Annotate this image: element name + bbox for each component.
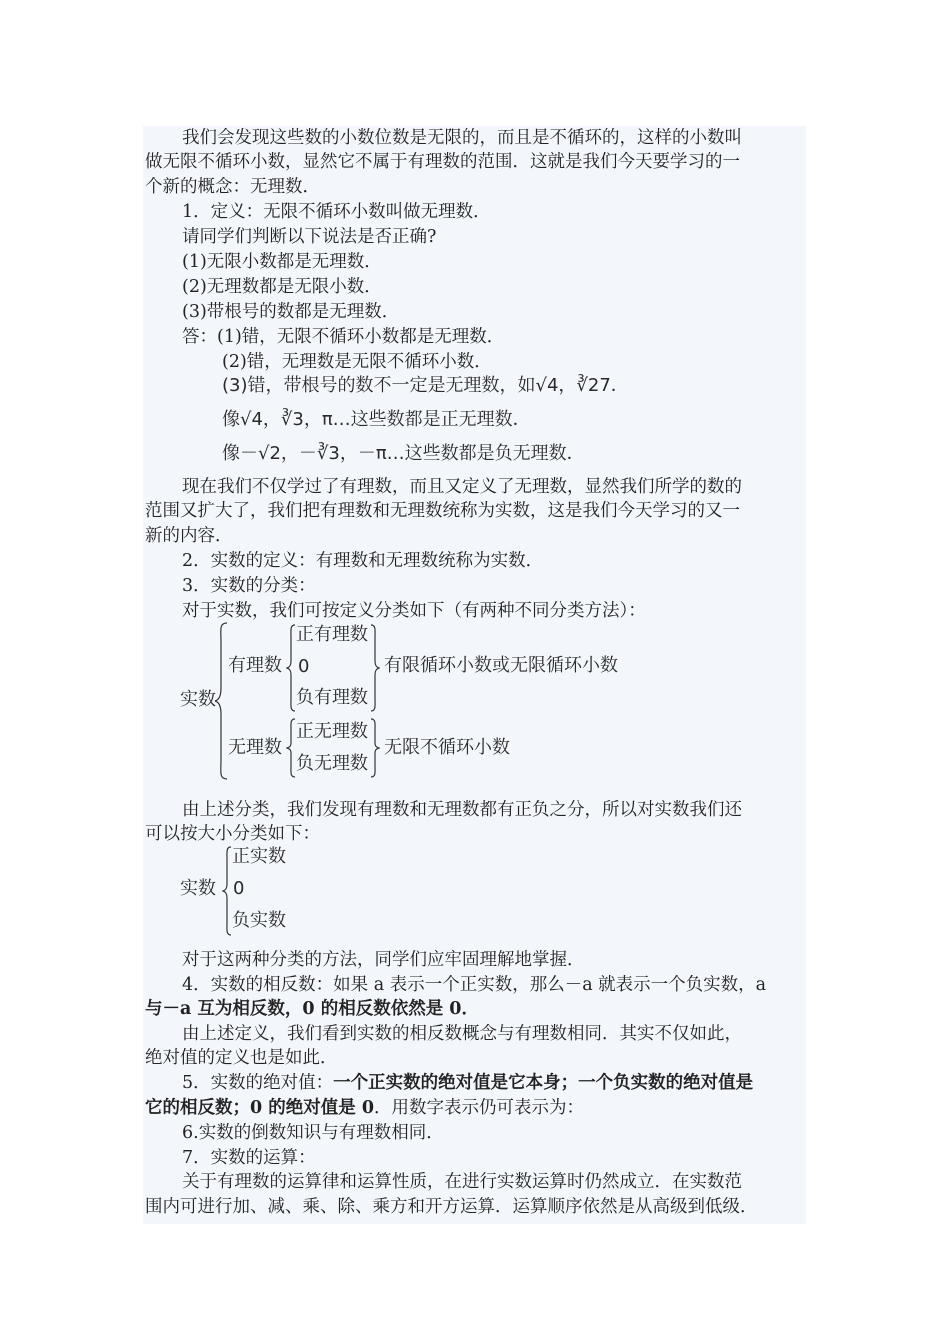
tree1-irrational-note: 无限不循环小数 <box>384 737 510 758</box>
para4-line-2: 绝对值的定义也是如此． <box>145 1048 338 1068</box>
tree1-rational-note: 有限循环小数或无限循环小数 <box>384 655 618 676</box>
answer-4: 像√4，∛3，π…这些数都是正无理数． <box>222 409 531 430</box>
definition-1: 1．定义：无限不循环小数叫做无理数． <box>182 202 491 222</box>
tree2-root: 实数 <box>180 878 216 899</box>
definition-4-line-2: 与－a 互为相反数，0 的相反数依然是 0． <box>145 999 479 1019</box>
grasp-note: 对于这两种分类的方法，同学们应牢固理解地掌握． <box>182 950 585 970</box>
definition-5-prefix: 5．实数的绝对值： <box>182 1073 334 1093</box>
definition-5-suffix: ．用数字表示仍可表示为： <box>374 1098 585 1118</box>
definition-6: 6.实数的倒数知识与有理数相同． <box>182 1123 444 1143</box>
tree1-rational: 有理数 <box>228 655 282 676</box>
tree1-pos-irrational: 正无理数 <box>296 721 368 742</box>
tree1-root: 实数 <box>180 689 216 710</box>
brace-irrational <box>286 718 296 778</box>
intro-line-1: 我们会发现这些数的小数位数是无限的，而且是不循环的，这样的小数叫 <box>182 128 742 148</box>
para2-line-2: 范围又扩大了，我们把有理数和无理数统称为实数，这是我们今天学习的又一 <box>145 501 740 521</box>
answer-2: (2)错，无理数是无限不循环小数． <box>222 352 492 372</box>
answer-1: 答：(1)错，无限不循环小数都是无理数． <box>182 327 505 347</box>
definition-4-line-1: 4．实数的相反数：如果 a 表示一个正实数，那么－a 就表示一个负实数，a <box>182 975 767 995</box>
answer-3: (3)错，带根号的数不一定是无理数，如√4，∛27． <box>222 375 629 396</box>
tree1-zero: 0 <box>298 656 310 677</box>
question-1: (1)无限小数都是无理数． <box>182 252 382 272</box>
para4-line-1: 由上述定义，我们看到实数的相反数概念与有理数相同．其实不仅如此， <box>182 1024 742 1044</box>
tree2-positive: 正实数 <box>232 846 286 867</box>
brace-irrational-close <box>370 718 380 778</box>
operations-line-1: 关于有理数的运算律和运算性质，在进行实数运算时仍然成立．在实数范 <box>182 1172 742 1192</box>
tree1-neg-rational: 负有理数 <box>296 687 368 708</box>
question-3: (3)带根号的数都是无理数． <box>182 302 400 322</box>
definition-5-bold-1: 一个正实数的绝对值是它本身；一个负实数的绝对值是 <box>333 1073 754 1093</box>
brace-rational-close <box>370 624 380 712</box>
classification-title: 3．实数的分类： <box>182 576 316 596</box>
tree1-pos-rational: 正有理数 <box>296 624 368 645</box>
brace-real-1 <box>214 622 228 780</box>
question-2: (2)无理数都是无限小数． <box>182 277 382 297</box>
tree2-zero: 0 <box>233 878 245 899</box>
tree1-irrational: 无理数 <box>228 737 282 758</box>
intro-line-3: 个新的概念：无理数． <box>145 177 320 197</box>
para3-line-1: 由上述分类，我们发现有理数和无理数都有正负之分，所以对实数我们还 <box>182 800 742 820</box>
definition-5-bold-2: 它的相反数；0 的绝对值是 0 <box>145 1098 375 1118</box>
para3-line-2: 可以按大小分类如下： <box>145 824 320 844</box>
para2-line-1: 现在我们不仅学过了有理数，而且又定义了无理数，显然我们所学的数的 <box>182 477 742 497</box>
definition-5-line-2 <box>145 1098 584 1118</box>
tree1-neg-irrational: 负无理数 <box>296 753 368 774</box>
para2-line-3: 新的内容． <box>145 526 233 546</box>
definition-2: 2．实数的定义：有理数和无理数统称为实数． <box>182 551 544 571</box>
question-prompt: 请同学们判断以下说法是否正确? <box>182 227 437 247</box>
answer-5: 像－√2，－∛3，－π…这些数都是负无理数． <box>222 443 585 464</box>
brace-real-2 <box>222 846 232 936</box>
classification-intro: 对于实数，我们可按定义分类如下（有两种不同分类方法）： <box>182 601 646 621</box>
definition-7: 7．实数的运算： <box>182 1148 316 1168</box>
tree2-negative: 负实数 <box>232 910 286 931</box>
intro-line-2: 做无限不循环小数，显然它不属于有理数的范围．这就是我们今天要学习的一 <box>145 152 740 172</box>
operations-line-2: 围内可进行加、减、乘、除、乘方和开方运算．运算顺序依然是从高级到低级． <box>145 1197 758 1217</box>
brace-rational <box>286 624 296 712</box>
definition-5-line-1 <box>182 1073 753 1093</box>
